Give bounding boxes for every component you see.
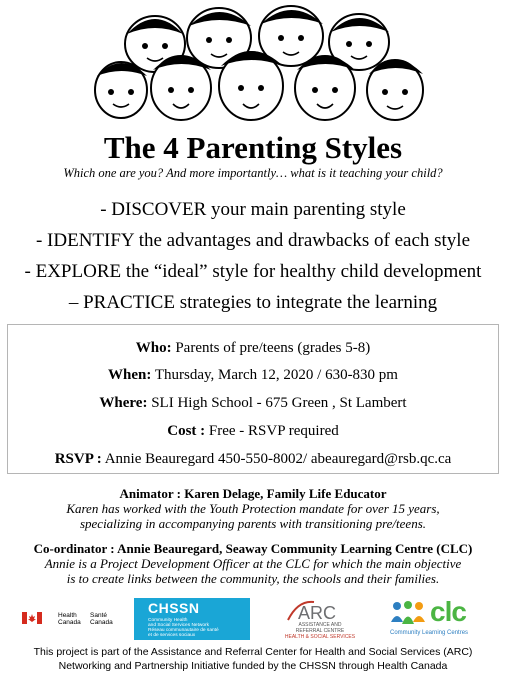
chssn-sub: Community Health xyxy=(148,618,188,623)
chssn-name: CHSSN xyxy=(148,600,200,616)
clc-subtitle: Community Learning Centres xyxy=(390,630,469,636)
objective-discover: - DISCOVER your main parenting style xyxy=(100,199,406,220)
when-line xyxy=(8,366,498,384)
animator-heading: Animator : Karen Delage, Family Life Educator xyxy=(119,486,387,501)
footer-line: This project is part of the Assistance and Referral Center for Health and Social Services (ARC) xyxy=(33,646,473,658)
health-canada-fr-2: Canada xyxy=(90,619,113,626)
arc-logo xyxy=(278,598,362,642)
objective-practice: – PRACTICE strategies to integrate the learning xyxy=(68,292,438,313)
animator-description-line: Karen has worked with the Youth Protection mandate for over 15 years, xyxy=(66,501,440,516)
health-canada-en-1: Health xyxy=(58,612,77,619)
arc-sub: REFERRAL CENTRE xyxy=(295,628,345,634)
canada-flag-icon xyxy=(22,612,42,624)
chssn-logo xyxy=(134,598,250,640)
cost-line xyxy=(8,422,498,440)
clc-logo xyxy=(390,596,486,640)
arc-name: ARC xyxy=(298,603,337,622)
health-canada-logo xyxy=(22,610,122,630)
clc-wordmark: clc xyxy=(430,596,466,627)
coordinator-description-line: Annie is a Project Development Officer at the CLC for which the main objective xyxy=(44,556,462,571)
health-canada-en-2: Canada xyxy=(58,619,81,626)
cost-value: Free - RSVP required xyxy=(205,423,339,439)
chssn-sub: et de services sociaux xyxy=(148,633,196,638)
who-value: Parents of pre/teens (grades 5-8) xyxy=(171,340,371,356)
where-value: SLI High School - 675 Green , St Lambert xyxy=(147,395,407,411)
objective-identify: - IDENTIFY the advantages and drawbacks of each style xyxy=(35,230,471,251)
rsvp-label: RSVP : xyxy=(54,451,102,467)
event-details-box xyxy=(7,324,499,474)
coordinator-heading: Co-ordinator : Annie Beauregard, Seaway Community Learning Centre (CLC) xyxy=(33,541,473,556)
rsvp-value: Annie Beauregard 450-550-8002/ abeauregard@rsb.qc.ca xyxy=(101,451,452,467)
chssn-sub: Réseau communautaire de santé xyxy=(148,628,219,633)
chssn-sub: and Social Services Network xyxy=(148,623,210,628)
page-subtitle: Which one are you? And more importantly… what is it teaching your child? xyxy=(63,166,443,180)
who-label: Who: xyxy=(135,340,172,356)
who-line xyxy=(8,339,498,357)
arc-sub: HEALTH & SOCIAL SERVICES xyxy=(284,634,356,640)
clc-people-icon xyxy=(390,600,426,628)
when-value: Thursday, March 12, 2020 / 630-830 pm xyxy=(151,367,398,383)
where-line xyxy=(8,394,498,412)
partner-logos xyxy=(0,592,506,642)
arc-sub: ASSISTANCE AND xyxy=(298,622,342,628)
arc-logo-icon xyxy=(284,598,356,622)
cost-label: Cost : xyxy=(167,423,206,439)
rsvp-line xyxy=(8,450,498,468)
page-title: The 4 Parenting Styles xyxy=(103,130,403,165)
where-label: Where: xyxy=(99,395,148,411)
health-canada-fr-1: Santé xyxy=(90,612,107,619)
objective-explore: - EXPLORE the “ideal” style for healthy child development xyxy=(24,261,482,282)
coordinator-description-line: is to create links between the community, the schools and their families. xyxy=(66,571,440,586)
children-faces-illustration xyxy=(93,4,429,124)
animator-description-line: specializing in accompanying parents with transitioning pre/teens. xyxy=(79,516,427,531)
when-label: When: xyxy=(108,367,152,383)
footer-line: Networking and Partnership Initiative funded by the CHSSN through Health Canada xyxy=(58,660,448,672)
